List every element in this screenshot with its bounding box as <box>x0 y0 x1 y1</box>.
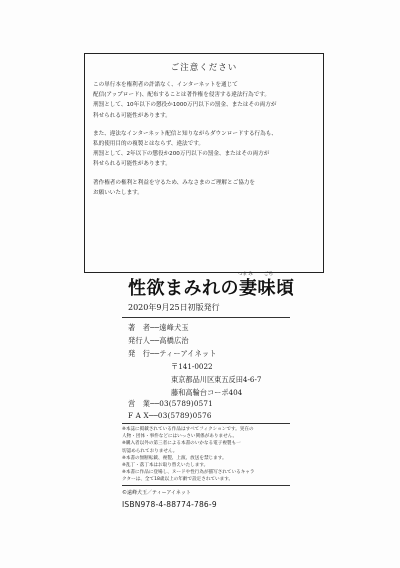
note-line: ※本誌に掲載されている作品はすべてフィクションです。実在の <box>122 427 254 432</box>
notes-block <box>122 426 294 484</box>
note-line: ※本書の無断転載、複製、上演、放送を禁じます。 <box>122 455 227 461</box>
note-line: ※乱丁・落丁本はお取り替えいたします。 <box>122 463 209 469</box>
note-line: 切認められておりません。 <box>122 448 178 454</box>
credit-publisher-person: 発行人──高橋広治 <box>128 336 189 345</box>
divider-middle <box>122 423 290 424</box>
divider-bottom <box>122 485 290 486</box>
credit-publisher: 発 行──ティーアイネット <box>128 349 217 358</box>
notice-paragraph-upload: この単行本を権利者の許諾なく、インターネットを通じて 配信(アップロード)、配布することは著作権を侵害する違法行為です。 刑罰として、10年以下の懲役か1000万円以下の罰金、またはその両方が 科せられる可能性があります。 <box>93 82 277 119</box>
note-line: ※購入者以外の第三者による本書のいかなる電子複製も一 <box>122 441 241 447</box>
book-title: 性欲まみれの妻味頃 <box>128 278 295 299</box>
note-line: クターは、全て18歳以上の年齢で設定されています。 <box>122 477 234 483</box>
notice-title: ご注意ください <box>170 63 238 73</box>
credit-fax: F A X──03(5789)0576 <box>128 411 212 420</box>
isbn-number: ISBN978-4-88774-786-9 <box>122 500 217 509</box>
notice-paragraph-request: 著作権者の権利と利益を守るため、みなさまのご理解とご協力を お願いいたします。 <box>93 179 255 196</box>
title-ruby-goro: ごろ <box>264 272 273 277</box>
copyright-line: ©遠峰犬玉／ティーアイネット <box>122 490 191 496</box>
title-ruby-tsuma-mi: つま み <box>238 272 253 277</box>
note-line: 人物・団体・事件などにはいっさい関係がありません。 <box>122 434 238 440</box>
notice-paragraph-download: また、違法なインターネット配信と知りながらダウンロードする行為も、 私的使用目的の複製とはならず、違法です。 刑罰として、2年以下の懲役か200万円以下の罰金、またはその両方が 科せられる可能性があります。 <box>93 130 277 168</box>
divider-top <box>122 317 290 318</box>
notice-box <box>84 53 324 273</box>
postal-code: 〒141-0022 <box>171 362 213 371</box>
note-line: ※本書に作品に登場し、ヌードや性行為が描写されているキャラ <box>122 470 255 476</box>
credit-author: 著 者──遠峰犬玉 <box>128 323 189 332</box>
publication-date: 2020年9月25日初版発行 <box>128 303 220 312</box>
address-line-2: 藤和高輪台コーポ404 <box>171 388 243 397</box>
credit-sales: 営 業──03(5789)0571 <box>128 399 213 408</box>
address-line-1: 東京都品川区東五反田4-6-7 <box>171 375 262 384</box>
